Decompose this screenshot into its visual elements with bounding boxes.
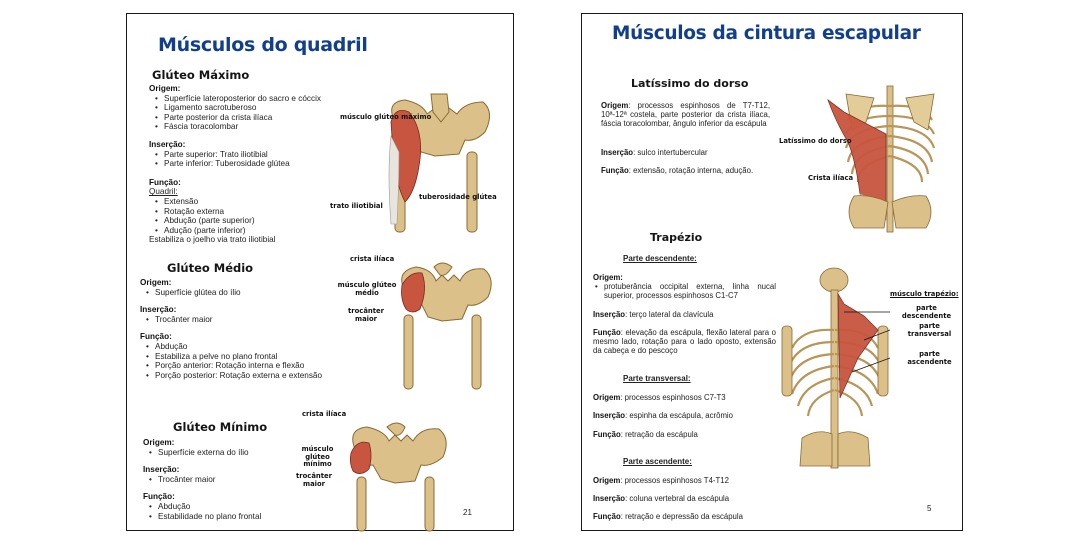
origem-label: Origem:: [140, 278, 172, 287]
transversal-insercao: [593, 411, 776, 420]
origem-text: : processos espinhosos T4-T12: [620, 476, 729, 485]
page-title: Músculos da cintura escapular: [612, 23, 921, 44]
section-heading-gluteo-minimo: Glúteo Mínimo: [173, 420, 268, 434]
origem-list: [140, 288, 350, 298]
list-item: • Porção anterior: Rotação interna e flexão: [146, 361, 350, 371]
gluteo-medio-text: [140, 278, 350, 380]
origem-label: Origem:: [149, 84, 181, 93]
figure-label: parte descendente: [901, 304, 952, 320]
list-item: • Abdução (parte superior): [155, 216, 349, 226]
figure-label: parte ascendente: [907, 350, 952, 366]
insercao-text: : terço lateral da clavícula: [625, 310, 714, 319]
funcao-label: Função: [593, 512, 621, 521]
insercao-text: : sulco intertubercular: [633, 148, 708, 157]
funcao-text: : elevação da escápula, flexão lateral para o mesmo lado, rotação para o lado oposto, extensão da cabeça e do pescoço: [593, 328, 776, 356]
list-item: • Ligamento sacrotuberoso: [155, 103, 349, 113]
origem-label: Origem:: [593, 273, 623, 282]
list-item: • Parte posterior da crista ilíaca: [155, 113, 349, 123]
funcao-extra: Estabiliza o joelho via trato iliotibial: [149, 235, 276, 245]
funcao-label: Função: [601, 166, 629, 175]
latissimo-funcao: [601, 166, 770, 175]
insercao-label: Inserção:: [140, 305, 177, 315]
list-item: • Trocânter maior: [146, 315, 350, 325]
transversal-funcao: [593, 430, 776, 439]
origem-label: Origem: [593, 393, 621, 402]
insercao-label: Inserção: [593, 411, 626, 420]
page-shoulder-girdle-muscles: [581, 13, 963, 531]
origem-label: Origem: [593, 476, 621, 485]
insercao-label: Inserção:: [149, 139, 186, 149]
section-heading-latissimo: Latíssimo do dorso: [631, 77, 749, 90]
insercao-text: : espinha da escápula, acrômio: [625, 411, 734, 420]
list-item: • Estabiliza a pelve no plano frontal: [146, 352, 350, 362]
pelvis-gluteus-minimus-illustration: [339, 419, 459, 531]
figure-label: trato iliotibial: [330, 202, 383, 210]
list-item: • Abdução: [146, 342, 350, 352]
origem-label: Origem:: [143, 438, 175, 447]
descendente-origem: [593, 273, 776, 301]
funcao-label: Função:: [140, 332, 172, 342]
figure-label: trocânter maior: [296, 472, 332, 488]
insercao-text: : coluna vertebral da escápula: [625, 494, 730, 503]
list-item: • Abdução: [149, 502, 333, 512]
transversal-origem: [593, 393, 776, 402]
list-item: • Superfície glútea do ílio: [146, 288, 350, 298]
figure-label: músculo glúteo médio: [337, 281, 397, 297]
list-item: • Parte superior: Trato iliotibial: [155, 150, 349, 160]
quadril-label: Quadril:: [149, 187, 178, 197]
origem-label: Origem: [601, 101, 629, 110]
figure-label: músculo glúteo máximo: [340, 113, 432, 121]
funcao-list: [149, 197, 349, 235]
page-title: Músculos do quadril: [158, 34, 368, 56]
subheading-transversal: Parte transversal:: [623, 374, 691, 383]
funcao-label: Função:: [143, 492, 175, 502]
funcao-label: Função:: [149, 177, 181, 187]
funcao-list: [143, 502, 333, 521]
figure-label: crista ilíaca: [350, 255, 395, 263]
list-item: • Parte inferior: Tuberosidade glútea: [155, 159, 349, 169]
ascendente-funcao: [593, 512, 776, 521]
funcao-text: : retração e depressão da escápula: [620, 512, 743, 521]
page-number: 5: [927, 504, 932, 513]
insercao-list: [149, 150, 349, 169]
list-item: • Extensão: [155, 197, 349, 207]
figure-label: músculo trapézio:: [890, 290, 959, 298]
list-item: • Superfície externa do ílio: [149, 448, 333, 458]
ascendente-origem: [593, 476, 776, 485]
funcao-text: : extensão, rotação interna, adução.: [628, 166, 754, 175]
figure-label: tuberosidade glútea: [419, 193, 497, 201]
origem-list: [593, 282, 776, 300]
ascendente-insercao: [593, 494, 776, 503]
pelvis-gluteus-medius-illustration: [392, 259, 497, 389]
insercao-label: Inserção:: [143, 465, 180, 475]
section-heading-trapezio: Trapézio: [650, 231, 703, 244]
section-heading-gluteo-maximo: Glúteo Máximo: [152, 68, 250, 82]
subheading-ascendente: Parte ascendente:: [623, 457, 692, 466]
list-item: • Estabilidade no plano frontal: [149, 512, 333, 522]
origem-text: : processos espinhosos de T7-T12, 10ª-12ª costela, parte posterior da crista ilíaca, fáscia toracolombar, ângulo inferior da escápula: [601, 101, 770, 129]
funcao-list: [140, 342, 350, 380]
subheading-descendente: Parte descendente:: [623, 254, 697, 263]
origem-list: [149, 94, 349, 132]
insercao-label: Inserção: [601, 148, 634, 157]
funcao-label: Função: [593, 328, 621, 337]
figure-label: Crista ilíaca: [808, 174, 854, 182]
list-item: • Adução (parte inferior): [155, 226, 349, 236]
latissimo-insercao: [601, 148, 770, 157]
figure-label: trocânter maior: [348, 307, 384, 323]
list-item: • Superfície lateroposterior do sacro e cóccix: [155, 94, 349, 104]
origem-text: : processos espinhosos C7-T3: [620, 393, 726, 402]
figure-label: músculo glúteo mínimo: [301, 445, 334, 469]
funcao-label: Função: [593, 430, 621, 439]
list-item: • Rotação externa: [155, 207, 349, 217]
back-skeleton-trapezius-illustration: [782, 268, 890, 468]
figure-label: parte transversal: [907, 322, 952, 338]
descendente-insercao: [593, 310, 776, 319]
list-item: • Porção posterior: Rotação externa e extensão: [146, 371, 350, 381]
latissimo-origem: [601, 101, 770, 129]
list-item: • Trocânter maior: [149, 475, 333, 485]
figure-label: crista ilíaca: [302, 410, 347, 418]
gluteo-maximo-text: [149, 84, 349, 245]
insercao-list: [140, 315, 350, 325]
list-item: • protuberância occipital externa, linha nucal superior, processos espinhosos C1-C7: [595, 282, 776, 300]
insercao-label: Inserção: [593, 310, 626, 319]
list-item: • Fáscia toracolombar: [155, 122, 349, 132]
funcao-text: : retração da escápula: [620, 430, 698, 439]
page-number: 21: [463, 508, 472, 517]
figure-label: Latíssimo do dorso: [779, 137, 852, 145]
section-heading-gluteo-medio: Glúteo Médio: [167, 261, 254, 275]
page-hip-muscles: [126, 13, 514, 531]
insercao-label: Inserção: [593, 494, 626, 503]
descendente-funcao: [593, 328, 776, 356]
back-skeleton-latissimus-illustration: [826, 82, 954, 234]
